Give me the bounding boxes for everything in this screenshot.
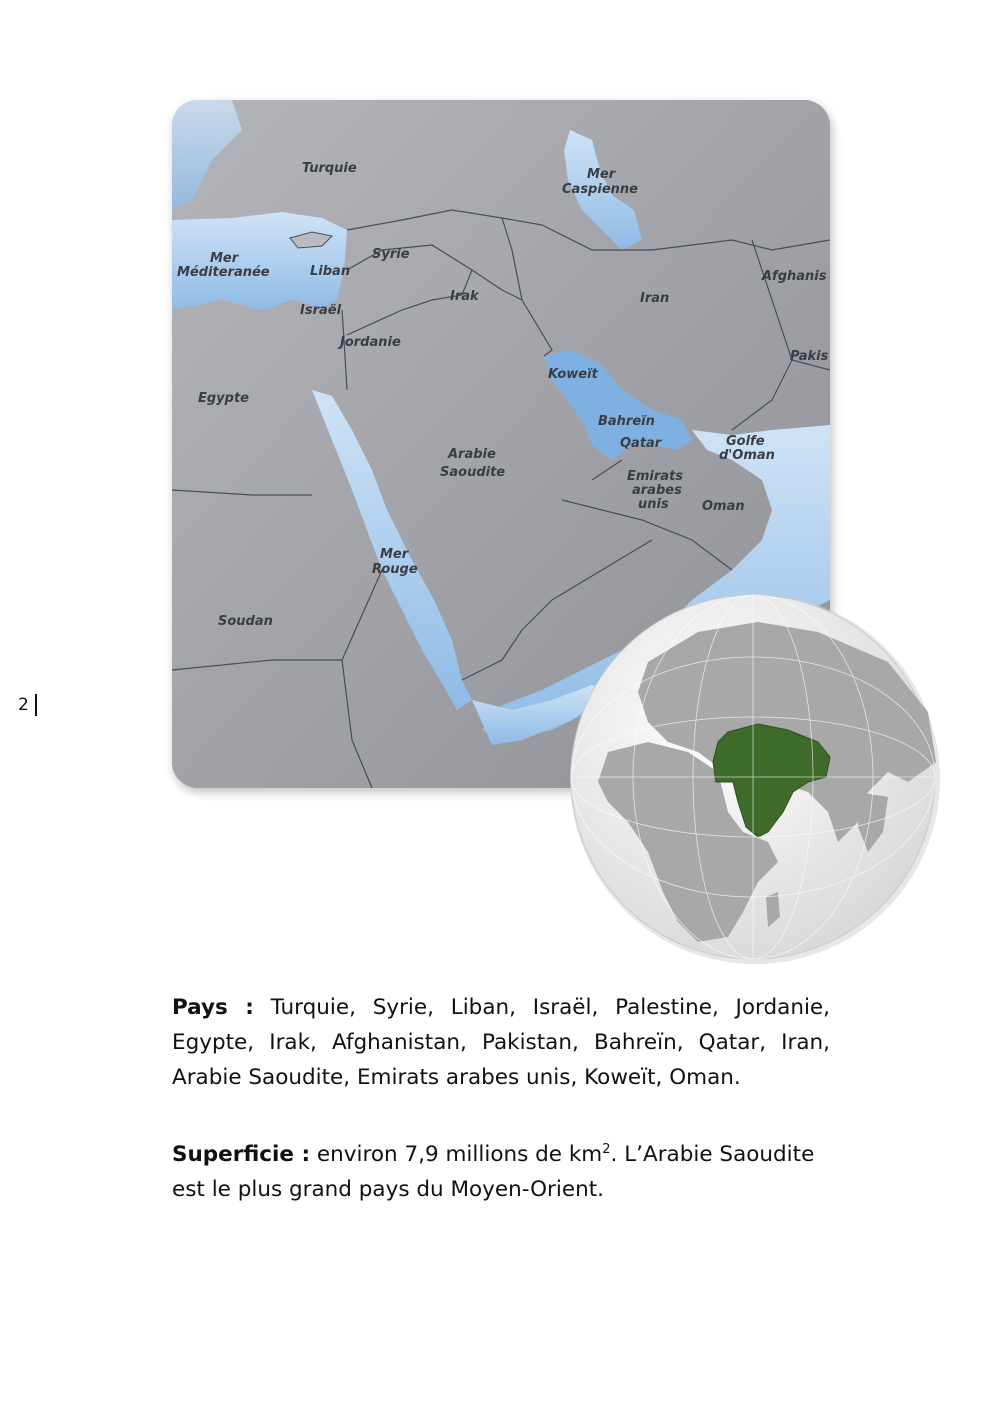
label-mer-caspienne-1: Mer: [587, 167, 616, 182]
pays-paragraph: [172, 990, 830, 1095]
label-arabie-1: Arabie: [448, 447, 496, 462]
label-afghanis: Afghanis: [762, 269, 827, 284]
label-koweit: Koweït: [548, 367, 598, 382]
label-emirats-3: unis: [638, 497, 669, 512]
label-mer-med-2: Méditeranée: [177, 265, 270, 280]
mediterranean-sea: [172, 212, 347, 310]
label-mer-caspienne-2: Caspienne: [562, 182, 638, 197]
pays-body: Turquie, Syrie, Liban, Israël, Palestine, Jordanie, Egypte, Irak, Afghanistan, Pakistan, Bahreïn, Qatar, Iran, Arabie Saoudite, Emirats arabes unis, Koweït, Oman.: [172, 995, 830, 1090]
label-qatar: Qatar: [620, 436, 662, 451]
label-turquie: Turquie: [302, 161, 357, 176]
label-mer-rouge-1: Mer: [380, 547, 409, 562]
superficie-term: Superficie :: [172, 1142, 311, 1168]
label-emirats-2: arabes: [632, 483, 682, 498]
label-golfe-1: Golfe: [726, 434, 765, 449]
label-mer-med-1: Mer: [210, 251, 239, 266]
page-number: 2: [18, 694, 37, 716]
label-bahrein: Bahreïn: [598, 414, 655, 429]
label-egypte: Egypte: [198, 391, 249, 406]
superficie-body-2: . L’Arabie Saoudite est le plus grand pays du Moyen-Orient.: [172, 1142, 815, 1203]
globe-svg: [568, 592, 942, 966]
superficie-superscript: 2: [602, 1142, 611, 1157]
label-iran: Iran: [640, 291, 670, 306]
superficie-paragraph: [172, 1132, 830, 1207]
superficie-body-1: environ 7,9 millions de km: [310, 1142, 603, 1168]
label-irak: Irak: [450, 289, 479, 304]
label-syrie: Syrie: [372, 247, 410, 262]
label-emirats-1: Emirats: [627, 469, 684, 484]
label-soudan: Soudan: [218, 614, 273, 629]
label-mer-rouge-2: Rouge: [372, 562, 418, 577]
label-liban: Liban: [310, 264, 351, 279]
label-pakis: Pakis: [790, 349, 829, 364]
label-oman: Oman: [702, 499, 745, 514]
pays-term: Pays :: [172, 995, 254, 1020]
label-arabie-2: Saoudite: [440, 465, 506, 480]
label-golfe-2: d'Oman: [719, 448, 775, 463]
locator-globe: [568, 592, 942, 966]
label-israel: Israël: [300, 303, 342, 318]
label-jordanie: Jordanie: [340, 335, 401, 350]
